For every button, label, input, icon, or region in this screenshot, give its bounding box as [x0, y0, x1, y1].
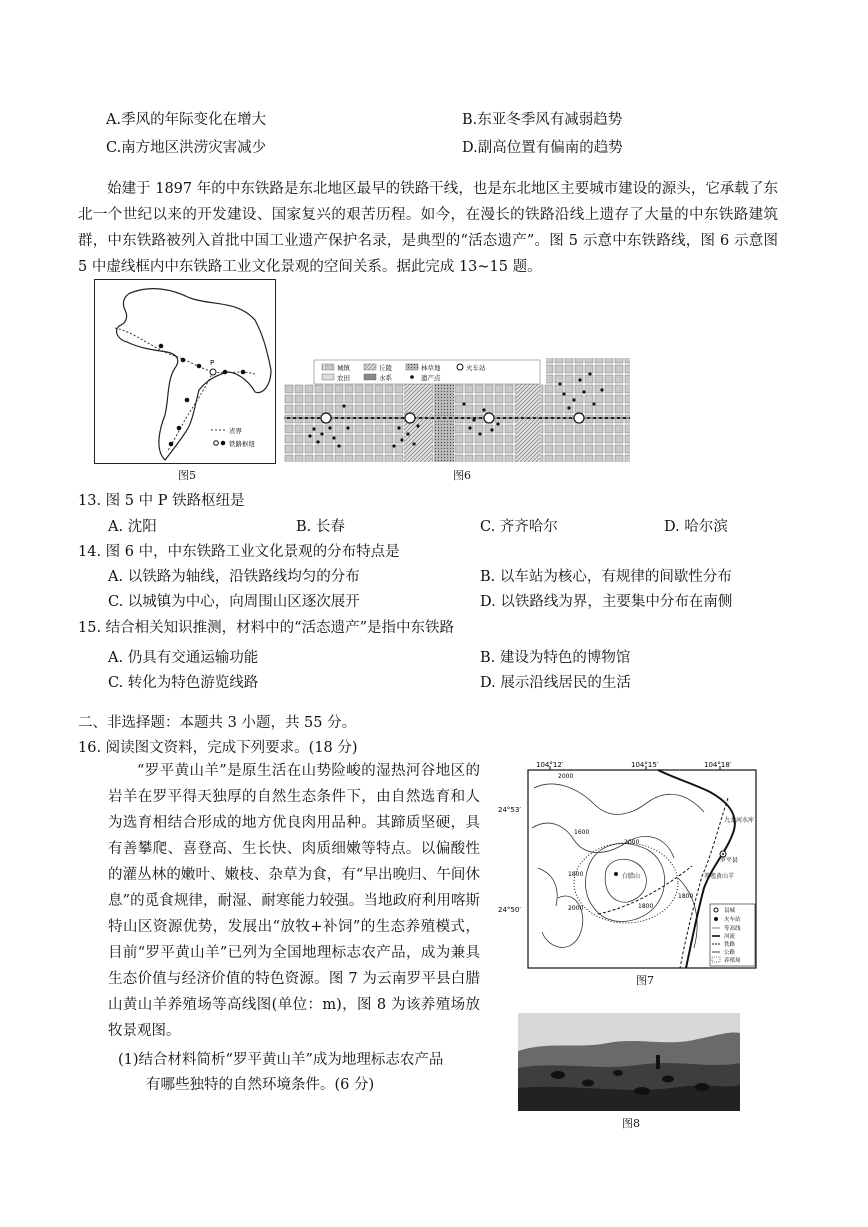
fig6-legend-town: 城镇: [337, 364, 350, 372]
q13-option-c: C. 齐齐哈尔: [480, 519, 558, 535]
q14-option-b: B. 以车站为核心，有规律的间歇性分布: [480, 569, 732, 585]
fig5-point-label: P: [210, 359, 215, 367]
q13-stem: 13. 图 5 中 P 铁路枢纽是: [78, 493, 245, 509]
figure-7-contour-map: [498, 758, 758, 970]
option-b: B.东亚冬季风有减弱趋势: [462, 112, 623, 128]
fig7-contour-5: 2000: [568, 905, 584, 912]
fig7-contour-4: 2000: [624, 839, 640, 846]
fig7-lon-3: 104°18′: [704, 761, 732, 769]
fig6-legend-farmland: 农田: [337, 374, 350, 382]
fig7-contour-7: 1800: [678, 893, 694, 900]
fig7-place-mountain: 白腊山: [622, 873, 641, 880]
fig7-place-county: 罗平县: [720, 857, 739, 864]
q16-stem: 16. 阅读图文资料，完成下列要求。(18 分): [78, 740, 358, 756]
q15-option-a: A. 仍具有交通运输功能: [108, 650, 259, 666]
option-d: D.副高位置有偏南的趋势: [462, 140, 623, 156]
fig6-legend-hill: 丘陵: [379, 364, 392, 372]
figure-7-caption: 图7: [636, 974, 654, 987]
q16-body-text: “罗平黄山羊”是原生活在山势险峻的湿热河谷地区的岩羊在罗平得天独厚的自然生态条件下，由自然选育和人为选育相结合形成的地方优良肉用品种。其蹄质坚硬，具有善攀爬、喜登高、生长快、肉质细嫩等特点。以偏酸性的灌丛林的嫩叶、嫩枝、杂草为食，有“早出晚归、午间休息”的觅食规律，耐湿、耐寒能力较强。当地政府利用喀斯特山区资源优势，发展出“放牧+补饲”的生态养殖模式，目前“罗平黄山羊”已列为全国地理标志农产品，成为兼具生态价值与经济价值的特色资源。图 7 为云南罗平县白腊山黄山羊养殖场等高线图(单位：m)，图 8 为该养殖场放牧景观图。: [108, 763, 480, 1039]
fig7-lon-2: 104°15′: [631, 761, 659, 769]
q15-stem: 15. 结合相关知识推测，材料中的“活态遗产”是指中东铁路: [78, 620, 454, 636]
figure-5-caption: 图5: [178, 469, 196, 482]
fig6-legend-heritage: 遗产点: [421, 374, 441, 382]
fig6-legend-station: 火车站: [466, 364, 486, 372]
material-intro: [78, 176, 778, 280]
fig7-contour-1: 2000: [558, 773, 574, 780]
q14-stem: 14. 图 6 中，中东铁路工业文化景观的分布特点是: [78, 544, 400, 560]
fig7-contour-6: 1800: [638, 903, 654, 910]
q13-option-a: A. 沈阳: [108, 519, 157, 535]
fig7-legend-county: 县城: [724, 908, 736, 914]
fig7-lat-2: 24°50′: [498, 906, 521, 914]
fig7-lon-1: 104°12′: [536, 761, 564, 769]
q16-sub1-line1: (1)结合材料简析“罗平黄山羊”成为地理标志农产品: [118, 1052, 444, 1068]
fig6-legend-water: 水系: [379, 374, 392, 382]
fig7-legend-farm: 养殖场: [724, 958, 741, 964]
q15-option-d: D. 展示沿线居民的生活: [480, 675, 631, 691]
q13-option-d: D. 哈尔滨: [664, 519, 728, 535]
figure-8-photo: [518, 1013, 740, 1111]
fig7-legend-contour: 等高线: [724, 926, 741, 932]
q15-option-c: C. 转化为特色游览线路: [108, 675, 259, 691]
fig7-legend-road: 公路: [724, 950, 736, 956]
fig6-legend-forest: 林草地: [421, 364, 441, 372]
fig7-legend-railway: 铁路: [724, 942, 736, 948]
figure-8-caption: 图8: [622, 1117, 640, 1130]
q16-material: [108, 758, 480, 1044]
figure-6-diagram: [284, 354, 630, 464]
q15-option-b: B. 建设为特色的博物馆: [480, 650, 631, 666]
q14-option-d: D. 以铁路线为界，主要集中分布在南侧: [480, 594, 733, 610]
fig5-legend-hub: 铁路枢纽: [229, 440, 255, 448]
q14-option-c: C. 以城镇为中心，向周围山区逐次展开: [108, 594, 360, 610]
fig7-lat-1: 24°53′: [498, 806, 521, 814]
q13-option-b: B. 长春: [296, 519, 345, 535]
option-a: A.季风的年际变化在增大: [106, 112, 267, 128]
q14-option-a: A. 以铁路为轴线，沿铁路线均匀的分布: [108, 569, 360, 585]
fig7-contour-2: 1600: [574, 829, 590, 836]
q16-sub1-line2: 有哪些独特的自然环境条件。(6 分): [146, 1077, 375, 1093]
option-c: C.南方地区洪涝灾害减少: [106, 140, 267, 156]
fig5-legend-border: 省界: [229, 427, 242, 435]
fig7-contour-3: 1800: [568, 871, 584, 878]
section-2-heading: 二、非选择题：本题共 3 小题，共 55 分。: [78, 715, 357, 731]
figure-5-map: [94, 279, 276, 464]
fig7-legend-station: 火车站: [724, 917, 741, 923]
fig7-legend-river: 河流: [724, 934, 736, 940]
figure-6-caption: 图6: [453, 469, 471, 482]
intro-text: 始建于 1897 年的中东铁路是东北地区最早的铁路干线，也是东北地区主要城市建设的源头，它承载了东北一个世纪以来的开发建设、国家复兴的艰苦历程。如今，在漫长的铁路沿线上遗存了大量的中东铁路建筑群，中东铁路被列入首批中国工业遗产保护名录，是典型的“活态遗产”。图 5 示意中东铁路线，图 6 示意图 5 中虚线框内中东铁路工业文化景观的空间关系。据此完成 13~15 题。: [78, 181, 778, 275]
fig7-place-reservoir: 九龙河水库: [724, 817, 755, 824]
fig7-place-farm: 养殖黄山羊: [704, 873, 735, 880]
